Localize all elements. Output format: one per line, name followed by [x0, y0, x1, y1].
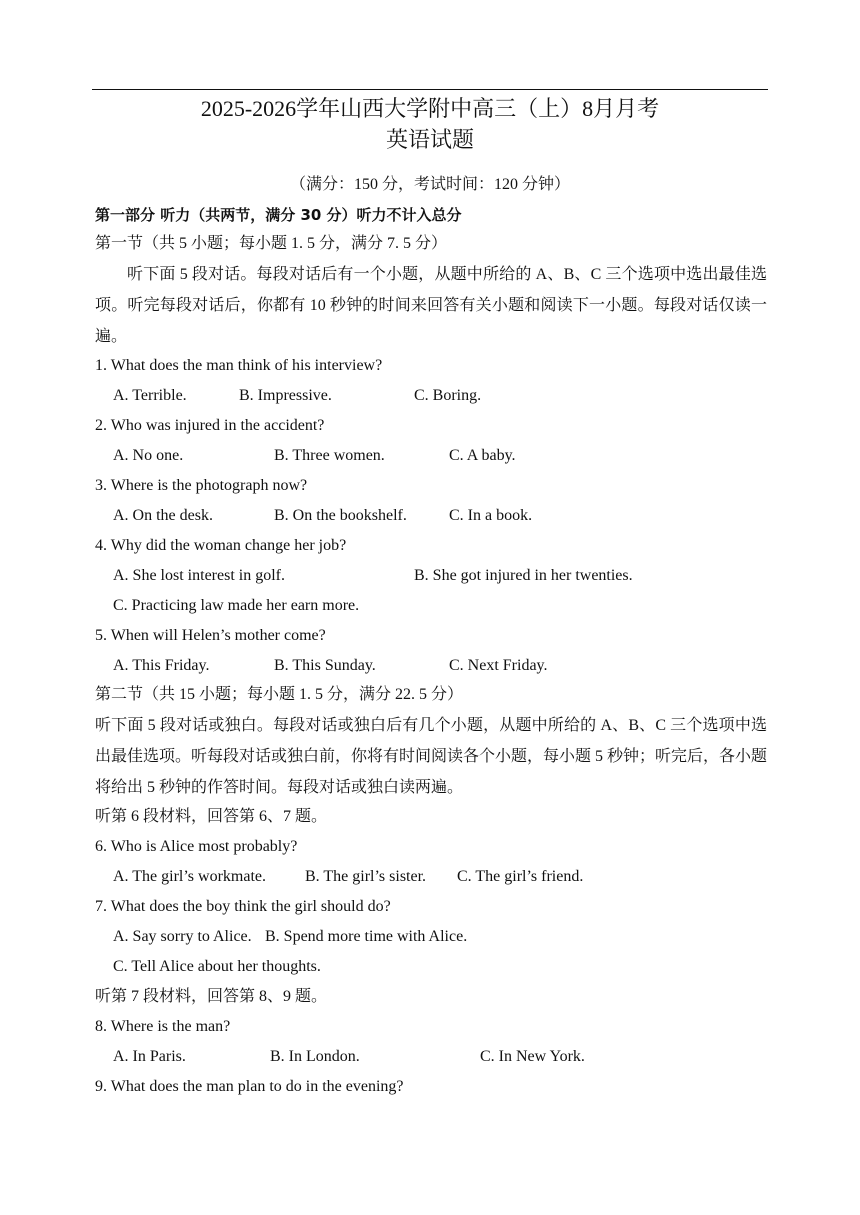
- q4-option-a: A. She lost interest in golf.: [113, 567, 285, 584]
- q3-option-c: C. In a book.: [449, 507, 533, 524]
- q5-option-b: B. This Sunday.: [274, 657, 376, 674]
- q7-option-a: A. Say sorry to Alice.: [113, 928, 252, 945]
- q5-option-c: C. Next Friday.: [449, 657, 548, 674]
- material-7-note: 听第 7 段材料，回答第 8、9 题。: [95, 988, 328, 1005]
- q2-option-c: C. A baby.: [449, 447, 516, 464]
- question-6: 6. Who is Alice most probably?: [95, 838, 298, 855]
- question-1: 1. What does the man think of his interview?: [95, 357, 383, 374]
- exam-subtitle: 英语试题: [385, 127, 474, 152]
- q7-option-b: B. Spend more time with Alice.: [265, 928, 468, 945]
- q7-option-c: C. Tell Alice about her thoughts.: [113, 958, 321, 975]
- exam-meta: （满分：150 分，考试时间：120 分钟）: [289, 176, 570, 193]
- question-2: 2. Who was injured in the accident?: [95, 417, 325, 434]
- q1-option-a: A. Terrible.: [113, 387, 187, 404]
- section1-instructions: 听下面 5 段对话。每段对话后有一个小题，从题中所给的 A、B、C 三个选项中选出最佳选项。听完每段对话后，你都有 10 秒钟的时间来回答有关小题和阅读下一小题。每段对话仅读一遍。: [95, 266, 767, 345]
- q8-option-b: B. In London.: [270, 1048, 360, 1065]
- question-7: 7. What does the boy think the girl should do?: [95, 898, 391, 915]
- q5-option-a: A. This Friday.: [113, 657, 210, 674]
- q8-option-a: A. In Paris.: [113, 1048, 186, 1065]
- question-8: 8. Where is the man?: [95, 1018, 231, 1035]
- q2-option-b: B. Three women.: [274, 447, 385, 464]
- material-6-note: 听第 6 段材料，回答第 6、7 题。: [95, 808, 328, 825]
- q8-option-c: C. In New York.: [480, 1048, 585, 1065]
- q3-option-b: B. On the bookshelf.: [274, 507, 407, 524]
- section2-heading: 第二节（共 15 小题；每小题 1. 5 分，满分 22. 5 分）: [95, 686, 464, 703]
- q6-option-c: C. The girl’s friend.: [457, 868, 584, 885]
- q6-option-b: B. The girl’s sister.: [305, 868, 427, 885]
- section2-instructions: 听下面 5 段对话或独白。每段对话或独白后有几个小题，从题中所给的 A、B、C 三个选项中选出最佳选项。听每段对话或独白前，你将有时间阅读各个小题，每小题 5 秒钟；听完后，各小题将给出 5 秒钟的作答时间。每段对话或独白读两遍。: [95, 717, 768, 796]
- section1-heading: 第一节（共 5 小题；每小题 1. 5 分，满分 7. 5 分）: [95, 235, 448, 252]
- q2-option-a: A. No one.: [113, 447, 184, 464]
- question-4: 4. Why did the woman change her job?: [95, 537, 347, 554]
- header-rule: [92, 89, 768, 90]
- q4-option-c: C. Practicing law made her earn more.: [113, 597, 360, 614]
- question-5: 5. When will Helen’s mother come?: [95, 627, 326, 644]
- q3-option-a: A. On the desk.: [113, 507, 213, 524]
- q1-option-b: B. Impressive.: [239, 387, 332, 404]
- q1-option-c: C. Boring.: [414, 387, 482, 404]
- q4-option-b: B. She got injured in her twenties.: [414, 567, 633, 584]
- q6-option-a: A. The girl’s workmate.: [113, 868, 267, 885]
- exam-title: 2025-2026学年山西大学附中高三（上）8月月考: [200, 96, 660, 121]
- question-3: 3. Where is the photograph now?: [95, 477, 308, 494]
- part1-heading: 第一部分 听力（共两节，满分 30 分）听力不计入总分: [95, 206, 462, 224]
- question-9: 9. What does the man plan to do in the evening?: [95, 1078, 404, 1095]
